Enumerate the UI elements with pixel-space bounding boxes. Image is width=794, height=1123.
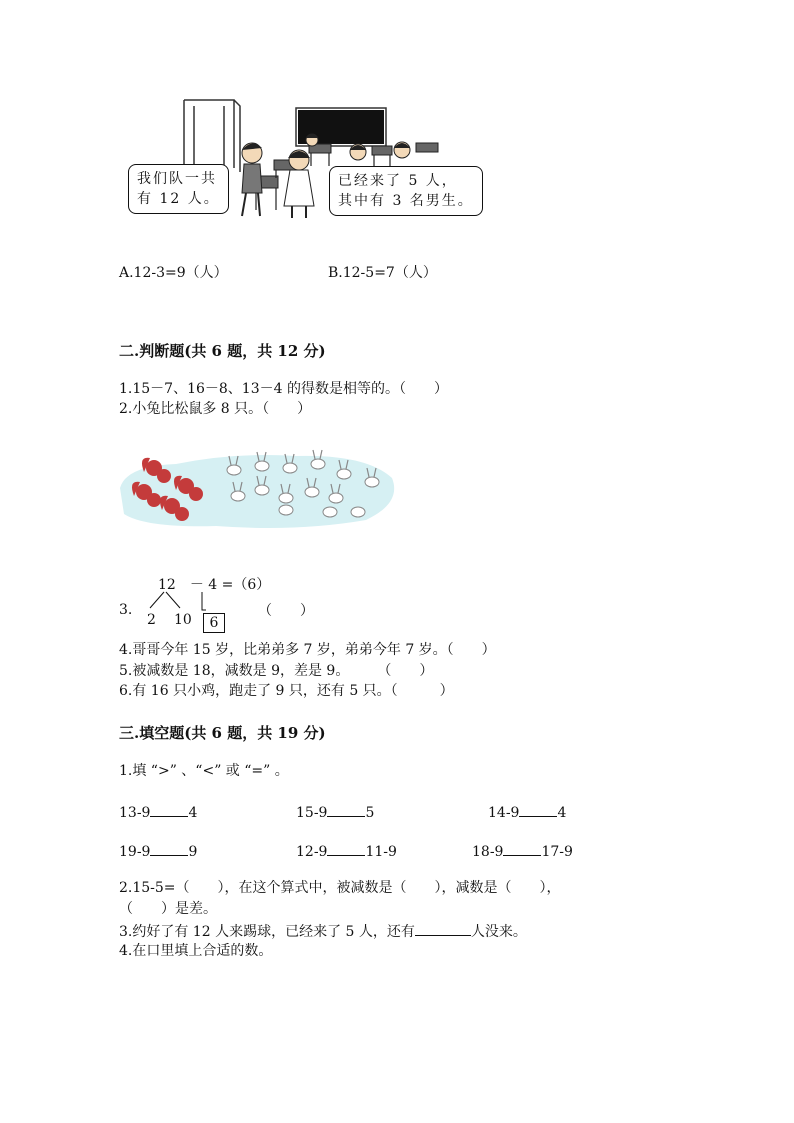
compare-right: 11-9 (365, 844, 397, 860)
judge-q5: 5.被减数是 18，减数是 9，差是 9。 （ ） (119, 663, 434, 679)
judge-q3-number: 3. (119, 602, 133, 618)
judge-q2: 2.小兔比松鼠多 8 只。（ ） (119, 401, 312, 417)
judge-q3-equation: 12 － 4 =（6） (158, 577, 271, 593)
judge-q3-part-b: 10 (174, 612, 192, 628)
compare-blank[interactable] (150, 802, 188, 817)
compare-left: 13-9 (119, 805, 151, 821)
animals-illustration (116, 448, 398, 530)
judge-q3-answer-box (203, 613, 225, 633)
bubble-left-line-1: 我们队一共 (137, 171, 217, 187)
split-lines (144, 590, 208, 614)
option-a: A.12-3=9（人） (119, 265, 228, 281)
fill-q1: 1.填 “>” 、“<” 或 “=” 。 (119, 763, 289, 779)
fill-q4: 4.在口里填上合适的数。 (119, 943, 273, 959)
option-b: B.12-5=7（人） (328, 265, 437, 281)
fill-q3-text-after: 人没来。 (470, 924, 527, 940)
compare-left: 19-9 (119, 844, 151, 860)
compare-item (472, 841, 573, 860)
section-3-heading: 三.填空题(共 6 题，共 19 分) (119, 724, 326, 742)
compare-blank[interactable] (327, 841, 365, 856)
bubble-right-line-1: 已经来了 5 人， (338, 173, 458, 189)
compare-right: 17-9 (541, 844, 573, 860)
compare-right: 5 (365, 805, 375, 821)
fill-q3 (119, 921, 527, 941)
compare-item (296, 841, 397, 860)
compare-item (119, 802, 197, 821)
answer-box-value: 6 (209, 615, 219, 631)
judge-q3-part-a: 2 (147, 612, 156, 628)
compare-item (296, 802, 374, 821)
compare-left: 15-9 (296, 805, 328, 821)
compare-right: 9 (188, 844, 198, 860)
fill-q3-text-before: 3.约好了有 12 人来踢球，已经来了 5 人，还有 (119, 924, 415, 940)
fill-q3-blank[interactable] (415, 921, 471, 936)
compare-left: 14-9 (488, 805, 520, 821)
judge-q4: 4.哥哥今年 15 岁，比弟弟多 7 岁，弟弟今年 7 岁。（ ） (119, 642, 496, 658)
judge-q3-paren: （ ） (258, 603, 314, 619)
fill-q2-line-1: 2.15-5=（ ），在这个算式中，被减数是（ ），减数是（ ）， (119, 880, 561, 896)
decomposition-diagram (144, 590, 208, 614)
compare-left: 18-9 (472, 844, 504, 860)
compare-right: 4 (188, 805, 198, 821)
compare-left: 12-9 (296, 844, 328, 860)
animals-drawing (116, 448, 398, 530)
bubble-right-line-2: 其中有 3 名男生。 (338, 193, 474, 209)
compare-item (488, 802, 566, 821)
compare-item (119, 841, 197, 860)
section-2-heading: 二.判断题(共 6 题，共 12 分) (119, 342, 326, 360)
speech-bubble-right (329, 166, 483, 216)
compare-blank[interactable] (150, 841, 188, 856)
judge-q6: 6.有 16 只小鸡，跑走了 9 只，还有 5 只。（ ） (119, 683, 454, 699)
fill-q2-line-2: （ ）是差。 (119, 901, 217, 917)
compare-blank[interactable] (327, 802, 365, 817)
bubble-left-line-2: 有 12 人。 (137, 191, 220, 207)
compare-right: 4 (557, 805, 567, 821)
judge-q1: 1.15－7、16－8、13－4 的得数是相等的。（ ） (119, 381, 448, 397)
compare-blank[interactable] (503, 841, 541, 856)
speech-bubble-left (128, 164, 229, 214)
compare-blank[interactable] (519, 802, 557, 817)
